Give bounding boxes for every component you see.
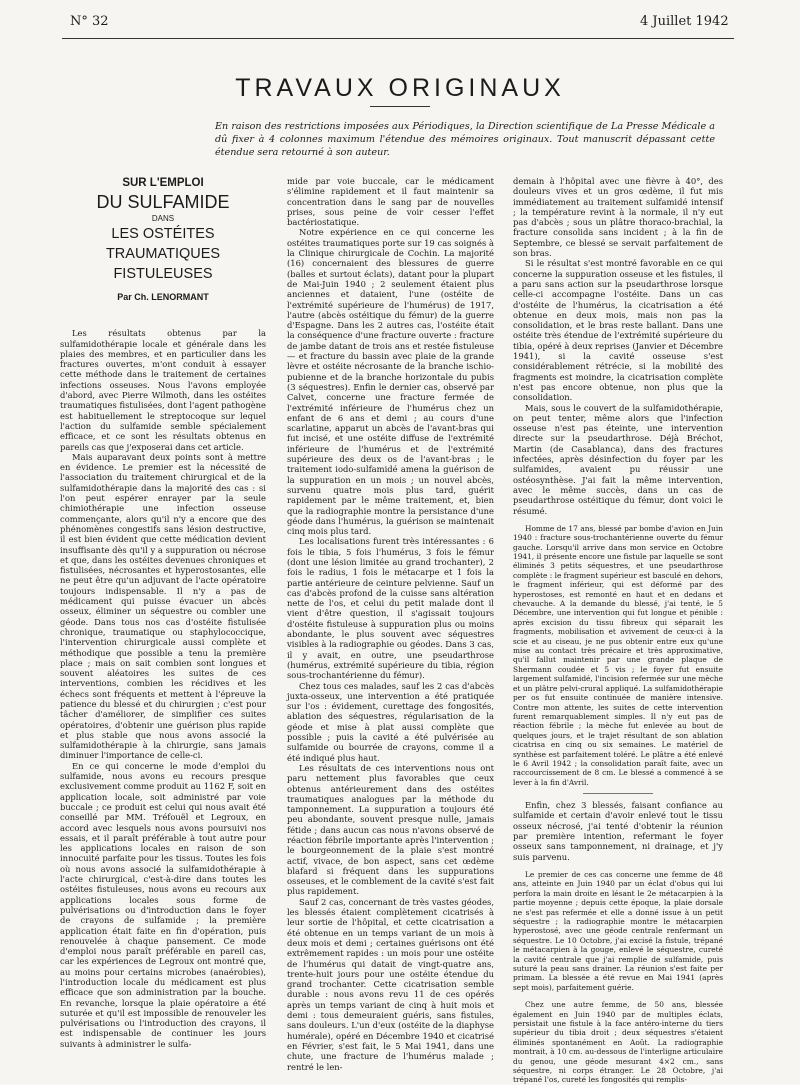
paragraph: Les résultats obtenus par la sulfamidothérapie locale et générale dans les plaies des membres, et en particulier dans les fractures ouvertes, m'ont conduit à essayer cette méthode dans le traitement de certaines infections osseuses. Nous l'avons employée d'abord, avec Pierre Wilmoth, dans les ostéites traumatiques fistulisées, dont l'agent pathogène est habituellement le streptocoque sur lequel l'action du sulfamide semble spécialement efficace, et ce sont les résultats obtenus en pareils cas que j'exposerai dans cet article. <box>60 328 266 452</box>
paragraph: Mais auparavant deux points sont à mettre en évidence. Le premier est la nécessité de l'association du traitement chirurgical et de la sulfamidothérapie dans la majorité des cas : si l'on peut espérer enrayer par la seule chimiothérapie une infection osseuse commençante, alors qu'il n'y a encore que des phénomènes congestifs sans lésion destructive, il est bien évident que cette médication devient insuffisante dès qu'il y a suppuration ou nécrose et que, dans les ostéites devenues chroniques et fistulisées, nécrosantes et hyperostosantes, elle ne peut être qu'un adjuvant de l'acte opératoire toujours indispensable. Il n'y a pas de médicament qui puisse évacuer un abcès osseux, éliminer un séquestre ou combler une géode. Dans tous nos cas d'ostéite fistulisée chronique, traumatique ou staphylococcique, l'intervention chirurgicale aussi complète et méthodique que possible a tenu la première place ; mais on sait combien sont longues et souvent aléatoires les suites de ces interventions, combien les récidives et les échecs sont fréquents et mettent à l'épreuve la patience du blessé et du chirurgien ; c'est pour tâcher d'améliorer, de simplifier ces suites opératoires, d'obtenir une guérison plus rapide et plus stable que nous avons associé la sulfamidothérapie à la chirurgie, sans jamais diminuer l'importance de celle-ci. <box>60 451 266 761</box>
issue-date: 4 Juillet 1942 <box>640 14 729 29</box>
article-title-line4: TRAUMATIQUES FISTULEUSES <box>105 246 221 282</box>
case-text: Le premier de ces cas concerne une femme de 48 ans, atteinte en Juin 1940 par un éclat d'obus qui lui perfora la main droite en lésant le 2e métacarpien à la partie moyenne ; depuis cette époque, la plaie dorsale ne s'est pas refermée et elle a donné issue à un petit séquestre ; la radiographie montre le métacarpien hyperostosé, avec une géode centrale renfermant un séquestre. Le 10 Octobre, j'ai excisé la fistule, trépané le métacarpien à la gouge, enlevé le séquestre, cureté la cavité centrale que j'ai remplie de sulfamide, puis suturé la peau sans drainer. La réunion s'est faite per primam. La blessée a été revue en Mai 1941 (après sept mois), parfaitement guérie. <box>513 869 723 992</box>
divider <box>583 793 653 794</box>
article-title-line3: LES OSTÉITES <box>111 226 215 242</box>
article-title-line1: SUR L'EMPLOI <box>122 177 204 189</box>
column-1 <box>60 176 266 1049</box>
case-report-1 <box>513 524 723 787</box>
paragraph: Mais, sous le couvert de la sulfamidothérapie, on peut tenter, même alors que l'infection osseuse n'est pas éteinte, une intervention directe sur la pseudarthrose. Déjà Bréchot, Martin (de Casablanca), dans des fractures infectées, après désinfection du foyer par les sulfamides, avaient pu réussir une ostéosynthèse. J'ai fait la même intervention, avec le même succès, dans un cas de pseudarthrose ostéitique du fémur, dont voici le résumé. <box>513 402 723 516</box>
title-rule <box>370 106 430 107</box>
paragraph: Enfin, chez 3 blessés, faisant confiance au sulfamide et certain d'avoir enlevé tout le tissu osseux nécrosé, j'ai tenté d'obtenir la réunion par première intention, refermant le foyer osseux sans tamponnement, ni drainage, et j'y suis parvenu. <box>513 800 723 862</box>
paragraph: Si le résultat s'est montré favorable en ce qui concerne la suppuration osseuse et les fistules, il a paru sans action sur la pseudarthrose lorsque celle-ci accompagne l'ostéite. Dans un cas d'ostéite de l'humérus, la cicatrisation a été obtenue en deux mois, mais non pas la consolidation, et le bras reste ballant. Dans une ostéite très étendue de l'extrémité supérieure du tibia, opéré à deux reprises (Janvier et Décembre 1941), si la cavité osseuse s'est considérablement rétrécie, si la mobilité des fragments est moindre, la cicatrisation complète n'est pas encore obtenue, non plus que la consolidation. <box>513 258 723 403</box>
author-name: Ch. LENORMANT <box>134 292 209 302</box>
article-title-dans: DANS <box>151 214 175 223</box>
case-text: Homme de 17 ans, blessé par bombe d'avion en Juin 1940 : fracture sous-trochantérienne ouverte du fémur gauche. Lorsqu'il arrive dans mon service en Octobre 1941, il présente encore une fistule par laquelle se sont éliminés 3 petits séquestres, et une pseudarthrose complète : le fragment supérieur est basculé en dehors, le fragment inférieur, qui est déformé par des hyperostoses, est remonté en haut et en dedans et chevauche. A la demande du blessé, j'ai tenté, le 5 Décembre, une intervention qui fut longue et pénible : après excision du tissu fibreux qui séparait les fragments, mobilisation et avivement de ceux-ci à la scie et au ciseau, je ne pus obtenir entre eux qu'une mise au contact très précaire et très approximative, qu'il fallut maintenir par une grande plaque de Shermann coudée et 5 vis ; le foyer fut ensuite largement sulfamidé, l'incision refermée sur une mèche et un plâtre pelvi-crural appliqué. La sulfamidothérapie per os fut ensuite continuée de manière intensive. Contre mon attente, les suites de cette intervention furent remarquablement simples. Il n'y eut pas de réaction fébrile ; la mèche fut enlevée au bout de quelques jours, et le trajet résultant de son ablation cicatrisa en cinq ou six semaines. Le matériel de synthèse est parfaitement toléré. Le plâtre a été enlevé le 6 Avril 1942 ; la consolidation paraît faite, avec un raccourcissement de 8 cm. Le blessé a commencé à se lever à la fin d'Avril. <box>513 523 723 787</box>
paragraph: mide par voie buccale, car le médicament s'élimine rapidement et il faut maintenir sa concentration dans le sang par de nouvelles prises, sous peine de voir cesser l'effet bactériostatique. <box>287 176 494 228</box>
editorial-note: En raison des restrictions imposées aux Périodiques, la Direction scientifique de La Presse Médicale a dû fixer à 4 colonnes maximum l'étendue des mémoires originaux. Tout manuscrit dépassant cette étendue sera retourné à son auteur. <box>215 121 715 158</box>
paragraph: Les localisations furent très intéressantes : 6 fois le tibia, 5 fois l'humérus, 3 fois le fémur (dont une lésion limitée au grand trochanter), 2 fois le radius, 1 fois le métacarpe et 1 fois la partie antérieure de ceinture pelvienne. Sauf un cas d'abcès profond de la cuisse sans altération nette de l'os, et celui du petit malade dont il vient d'être question, il s'agissait toujours d'ostéite fistuleuse à suppuration plus ou moins abondante, le plus souvent avec séquestres visibles à la radiographie ou géodes. Dans 3 cas, il y avait, en outre, une pseudarthrose (humérus, extrémité supérieure du tibia, région sous-trochantérienne du fémur). <box>287 536 494 681</box>
article-title-line2: DU SULFAMIDE <box>96 192 230 212</box>
issue-number: N° 32 <box>70 14 109 29</box>
paragraph: Chez tous ces malades, sauf les 2 cas d'abcès juxta-osseux, une intervention a été pratiquée sur l'os : évidement, curettage des fongosités, ablation des séquestres, régularisation de la géode et mise à plat aussi complète que possible ; puis la cavité a été pulvérisée au sulfamide ou bourrée de crayons, comme il a été indiqué plus haut. <box>287 680 494 763</box>
author-prefix: Par <box>117 292 132 302</box>
header-rule <box>62 38 734 39</box>
column-3 <box>513 176 723 1085</box>
paragraph: Notre expérience en ce qui concerne les ostéites traumatiques porte sur 19 cas soignés à la Clinique chirurgicale de Cochin. La majorité (16) concernaient des blessures de guerre (balles et surtout éclats), datant pour la plupart de Mai-Juin 1940 ; 2 seulement étaient plus anciennes et dataient, l'une (ostéite de l'extrémité supérieure de l'humérus) de 1917, l'autre (abcès ostéitique du fémur) de la guerre d'Espagne. Dans les 2 autres cas, l'ostéite était la conséquence d'une fracture ouverte : fracture de jambe datant de trois ans et restée fistuleuse — et fracture du bassin avec plaie de la grande lèvre et ostéite nécrosante de la branche ischio-pubienne et de la branche horizontale du pubis (3 séquestres). Enfin le dernier cas, observé par Calvet, concerne une fracture fermée de l'extrémité inférieure de l'humérus chez un enfant de 6 ans et demi ; au cours d'une scarlatine, apparut un abcès de l'avant-bras qui fut incisé, et une ostéite diffuse de l'extrémité inférieure de l'humérus et de l'extrémité supérieure des deux os de l'avant-bras ; le traitement iodo-sulfamidé amena la guérison de la suppuration en un mois ; un nouvel abcès, survenu quatre mois plus tard, guérit rapidement par le même traitement, et, bien que la radiographie montre la persistance d'une géode dans l'humérus, la guérison se maintenait cinq mois plus tard. <box>287 227 494 537</box>
paragraph: Sauf 2 cas, concernant de très vastes géodes, les blessés étaient complètement cicatrisés à leur sortie de l'hôpital, et cette cicatrisation a été obtenue en un temps variant de un mois à deux mois et demi ; certaines guérisons ont été extrêmement rapides : un mois pour une ostéite de l'humérus qui datait de vingt-quatre ans, trente-huit jours pour une ostéite étendue du grand trochanter. Cette cicatrisation semble durable : nous avons revu 11 de ces opérés après un temps variant de cinq à huit mois et demi : tous demeuraient guéris, sans fistules, sans douleurs. L'un d'eux (ostéite de la diaphyse humérale), opéré en Décembre 1940 et cicatrisé en Février, s'est fait, le 5 Mai 1941, dans une chute, une fracture de l'humérus malade ; rentré le len- <box>287 896 494 1072</box>
paragraph: En ce qui concerne le mode d'emploi du sulfamide, nous avons eu recours presque exclusivement comme produit au 1162 F, soit en application locale, soit administré par voie buccale ; ce produit est celui qui nous avait été conseillé par MM. Tréfouël et Legroux, en accord avec lesquels nous avons poursuivi nos essais, et il paraît préférable à tout autre pour les applications locales en raison de son innocuité parfaite pour les tissus. Toutes les fois où nous avons associé la sulfamidothérapie à l'acte chirurgical, c'est-à-dire dans toutes les ostéites fistuleuses, nous avons eu recours aux applications locales sous forme de pulvérisations ou d'introduction dans le foyer de crayons de sulfamide ; la première application était faite en fin d'opération, puis renouvelée à chaque pansement. Ce mode d'emploi nous paraît préférable en pareil cas, car les expériences de Legroux ont montré que, au moins pour certains microbes (anaérobies), l'introduction locale du médicament est plus efficace que son administration par la bouche. En revanche, lorsque la plaie opératoire a été suturée et qu'il est impossible de renouveler les pulvérisations ou l'introduction des crayons, il est indispensable de continuer les jours suivants à administrer le sulfa- <box>60 760 266 1049</box>
article-author <box>60 292 266 302</box>
paragraph: Les résultats de ces interventions nous ont paru nettement plus favorables que ceux obtenus antérieurement dans des ostéites traumatiques analogues par la méthode du tamponnement. La suppuration a toujours été peu abondante, souvent presque nulle, jamais fétide ; dans aucun cas nous n'avons observé de réaction fébrile importante après l'intervention ; le bourgeonnement de la plaie s'est montré actif, vivace, de bon aspect, sans cet œdème blafard si fréquent dans les suppurations osseuses, et le comblement de la cavité s'est fait plus rapidement. <box>287 762 494 897</box>
column-2 <box>287 176 494 1072</box>
paragraph: demain à l'hôpital avec une fièvre à 40°, des douleurs vives et un gros œdème, il fut mis immédiatement au traitement sulfamidé intensif ; la température revint à la normale, il n'y eut pas d'abcès ; sous un plâtre thoraco-brachial, la fracture consolida sans incident ; à la fin de Septembre, ce blessé se servait parfaitement de son bras. <box>513 176 723 259</box>
case-text: Chez une autre femme, de 50 ans, blessée également en Juin 1940 par de multiples éclats, persistait une fistule à la face antéro-interne du tiers supérieur du tibia droit ; deux séquestres s'étaient éliminés spontanément en Août. La radiographie montrait, à 10 cm. au-dessous de l'interligne articulaire du genou, une géode mesurant 4×2 cm., sans séquestre, ni corps étranger. Le 28 Octobre, j'ai trépané l'os, cureté les fongosités qui remplis- <box>513 1000 723 1085</box>
case-report-2 <box>513 870 723 1085</box>
section-title: TRAVAUX ORIGINAUX <box>235 74 565 102</box>
